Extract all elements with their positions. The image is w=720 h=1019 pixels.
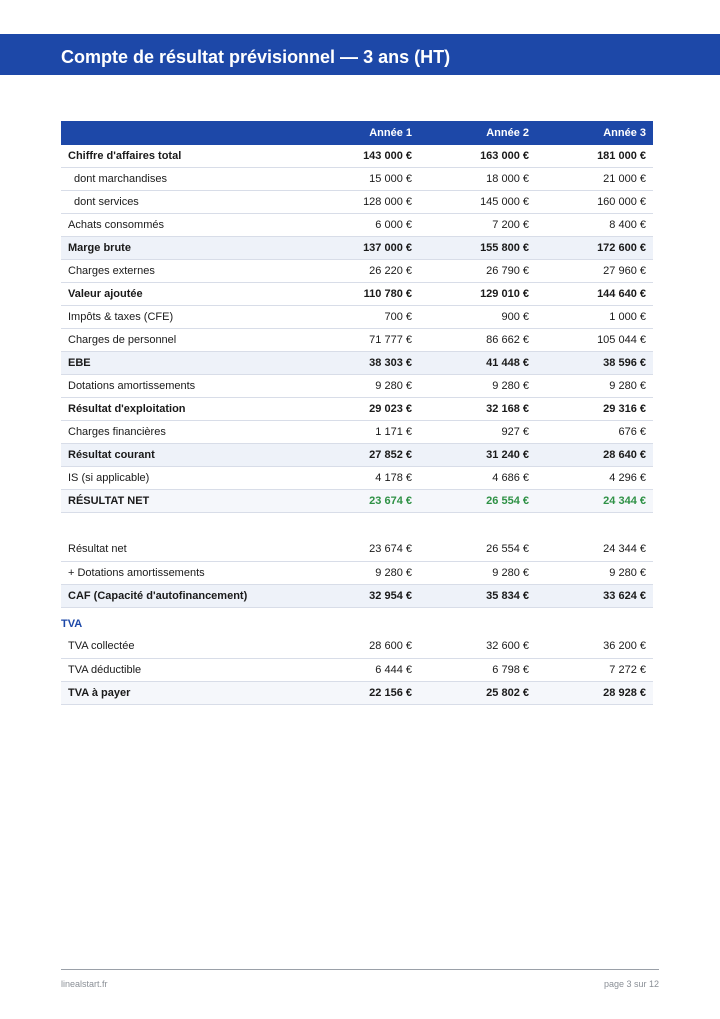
- row-dotations-amortissements: [61, 374, 653, 397]
- value-year-3: 27 960 €: [603, 264, 646, 277]
- value-year-1: 38 303 €: [369, 356, 412, 369]
- value-year-3: 38 596 €: [603, 356, 646, 369]
- value-year-3: 8 400 €: [609, 218, 646, 231]
- value-year-1: 110 780 €: [363, 287, 412, 300]
- value-year-2: 145 000 €: [480, 195, 529, 208]
- value-year-2: 26 790 €: [486, 264, 529, 277]
- row-achats-consommes: [61, 213, 653, 236]
- section-tva: [61, 607, 653, 635]
- value-year-1: 15 000 €: [369, 172, 412, 185]
- value-year-3: 36 200 €: [603, 640, 646, 653]
- value-year-1: 28 600 €: [369, 640, 412, 653]
- value-year-3: 105 044 €: [597, 333, 646, 346]
- row-resultat-courant: [61, 443, 653, 466]
- value-year-2: 927 €: [501, 425, 529, 438]
- value-year-2: 7 200 €: [492, 218, 529, 231]
- footer-divider: [61, 969, 659, 970]
- row-ebe: [61, 351, 653, 374]
- row-label: Résultat courant: [68, 448, 155, 461]
- value-year-2: 155 800 €: [480, 241, 529, 254]
- value-year-3: 9 280 €: [609, 379, 646, 392]
- value-year-3: 4 296 €: [609, 471, 646, 484]
- row-dont-services: [61, 190, 653, 213]
- table-header-row: [61, 121, 653, 145]
- value-year-3: 160 000 €: [597, 195, 646, 208]
- row-tva-deductible: [61, 658, 653, 681]
- row-label: EBE: [68, 356, 91, 369]
- page-title: Compte de résultat prévisionnel — 3 ans (HT): [61, 47, 451, 67]
- value-year-1: 32 954 €: [369, 589, 412, 602]
- row-chiffre-affaires: [61, 145, 653, 167]
- value-year-2: 26 554 €: [486, 494, 529, 507]
- column-header-year-3: Année 3: [603, 127, 646, 139]
- value-year-1: 23 674 €: [369, 494, 412, 507]
- value-year-1: 27 852 €: [369, 448, 412, 461]
- row-resultat-exploitation: [61, 397, 653, 420]
- value-year-2: 900 €: [501, 310, 529, 323]
- value-year-2: 6 798 €: [492, 663, 529, 676]
- row-label: Charges de personnel: [68, 333, 177, 346]
- value-year-1: 23 674 €: [369, 543, 412, 556]
- row-label: + Dotations amortissements: [68, 566, 205, 579]
- table-spacer: [61, 512, 653, 538]
- row-label: TVA déductible: [68, 663, 142, 676]
- value-year-1: 137 000 €: [363, 241, 412, 254]
- row-impots-taxes: [61, 305, 653, 328]
- row-label: CAF (Capacité d'autofinancement): [68, 589, 248, 602]
- row-resultat-net: [61, 489, 653, 512]
- value-year-1: 128 000 €: [363, 195, 412, 208]
- value-year-2: 18 000 €: [486, 172, 529, 185]
- value-year-2: 9 280 €: [492, 566, 529, 579]
- value-year-1: 9 280 €: [375, 379, 412, 392]
- value-year-3: 676 €: [618, 425, 646, 438]
- value-year-2: 32 168 €: [486, 402, 529, 415]
- value-year-3: 33 624 €: [603, 589, 646, 602]
- column-header-year-2: Année 2: [486, 127, 529, 139]
- row-charges-financieres: [61, 420, 653, 443]
- value-year-3: 7 272 €: [609, 663, 646, 676]
- row-charges-externes: [61, 259, 653, 282]
- value-year-1: 22 156 €: [369, 686, 412, 699]
- row-label: Impôts & taxes (CFE): [68, 310, 174, 323]
- value-year-2: 25 802 €: [486, 686, 529, 699]
- value-year-1: 1 171 €: [375, 425, 412, 438]
- footer-page-number: page 3 sur 12: [603, 979, 659, 989]
- value-year-1: 6 444 €: [375, 663, 412, 676]
- value-year-2: 9 280 €: [492, 379, 529, 392]
- value-year-2: 86 662 €: [486, 333, 529, 346]
- value-year-2: 32 600 €: [486, 640, 529, 653]
- row-label: Charges financières: [68, 425, 166, 438]
- row-label: dont services: [74, 195, 139, 208]
- row-tva-a-payer: [61, 681, 653, 704]
- column-header-year-1: Année 1: [369, 127, 412, 139]
- row-label: Achats consommés: [68, 218, 164, 231]
- column-header-label: [61, 121, 302, 145]
- financial-table: [61, 121, 653, 705]
- row-caf-dotations: [61, 561, 653, 584]
- row-label: TVA à payer: [68, 686, 131, 699]
- value-year-2: 129 010 €: [480, 287, 529, 300]
- row-label: TVA collectée: [68, 640, 135, 653]
- row-label: IS (si applicable): [68, 471, 150, 484]
- value-year-3: 29 316 €: [603, 402, 646, 415]
- value-year-1: 143 000 €: [363, 149, 412, 162]
- row-charges-personnel: [61, 328, 653, 351]
- value-year-2: 163 000 €: [480, 149, 529, 162]
- value-year-3: 144 640 €: [597, 287, 646, 300]
- value-year-1: 6 000 €: [375, 218, 412, 231]
- value-year-3: 21 000 €: [603, 172, 646, 185]
- value-year-3: 1 000 €: [609, 310, 646, 323]
- row-caf-total: [61, 584, 653, 607]
- value-year-3: 28 928 €: [603, 686, 646, 699]
- row-valeur-ajoutee: [61, 282, 653, 305]
- value-year-2: 35 834 €: [486, 589, 529, 602]
- row-marge-brute: [61, 236, 653, 259]
- row-dont-marchandises: [61, 167, 653, 190]
- value-year-1: 9 280 €: [375, 566, 412, 579]
- row-label: RÉSULTAT NET: [68, 494, 150, 507]
- value-year-2: 31 240 €: [486, 448, 529, 461]
- value-year-2: 26 554 €: [486, 543, 529, 556]
- row-label: Dotations amortissements: [68, 379, 196, 392]
- row-is: [61, 466, 653, 489]
- value-year-1: 26 220 €: [369, 264, 412, 277]
- row-label: Résultat net: [68, 543, 127, 556]
- value-year-2: 4 686 €: [492, 471, 529, 484]
- value-year-1: 29 023 €: [369, 402, 412, 415]
- value-year-3: 24 344 €: [603, 494, 646, 507]
- row-label: Résultat d'exploitation: [68, 402, 186, 415]
- row-label: Marge brute: [68, 241, 131, 254]
- row-label: Charges externes: [68, 264, 155, 277]
- row-tva-collectee: [61, 635, 653, 658]
- page-header-banner: [0, 34, 720, 75]
- value-year-3: 181 000 €: [597, 149, 646, 162]
- value-year-1: 71 777 €: [369, 333, 412, 346]
- value-year-3: 172 600 €: [597, 241, 646, 254]
- value-year-1: 4 178 €: [375, 471, 412, 484]
- section-heading-tva: TVA: [61, 618, 83, 631]
- value-year-3: 24 344 €: [603, 543, 646, 556]
- row-label: dont marchandises: [74, 172, 167, 185]
- row-label: Chiffre d'affaires total: [68, 149, 182, 162]
- value-year-1: 700 €: [384, 310, 412, 323]
- row-label: Valeur ajoutée: [68, 287, 143, 300]
- value-year-3: 28 640 €: [603, 448, 646, 461]
- footer-site: linealstart.fr: [61, 979, 108, 989]
- value-year-2: 41 448 €: [486, 356, 529, 369]
- row-caf-resultat-net: [61, 538, 653, 561]
- value-year-3: 9 280 €: [609, 566, 646, 579]
